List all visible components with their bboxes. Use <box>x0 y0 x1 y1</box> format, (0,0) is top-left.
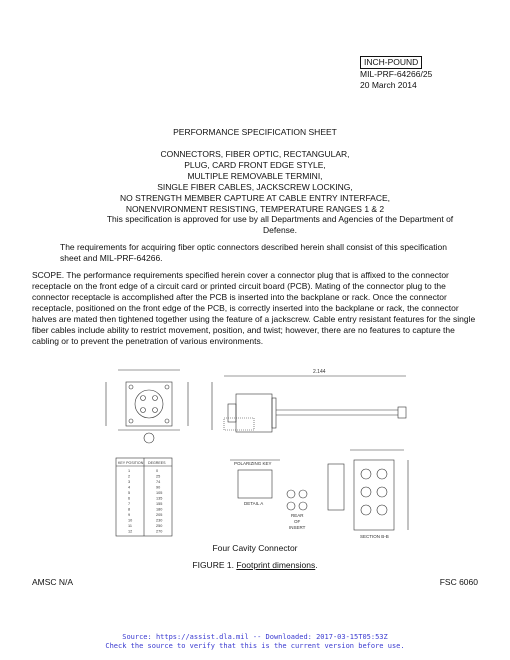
key-table-cell: 4 <box>128 485 131 490</box>
dim-label: 2.144 <box>313 369 326 375</box>
key-table-cell: 7 <box>128 502 131 506</box>
key-table-cell: 105 <box>156 491 163 495</box>
subtitle-line: PLUG, CARD FRONT EDGE STYLE, <box>184 160 326 170</box>
source-line: Source: https://assist.dla.mil -- Downloaded: 2017-03-15T05:53Z <box>122 633 388 641</box>
figure-caption-title: Footprint dimensions <box>236 560 316 570</box>
polarizing-key-label: POLARIZING KEY <box>234 461 272 466</box>
section-label: SECTION B-B <box>360 534 389 539</box>
key-table-cell: 74 <box>156 480 161 484</box>
subtitle-line: NO STRENGTH MEMBER CAPTURE AT CABLE ENTRY INTERFACE, <box>120 193 390 203</box>
key-table-cell: 155 <box>156 502 163 506</box>
key-table-cell: 1 <box>128 469 131 473</box>
key-table-header: DEGREES <box>148 461 166 465</box>
doc-header <box>360 56 432 91</box>
key-table-cell: 25 <box>156 474 161 479</box>
key-table-header: KEY POSITION <box>118 461 144 465</box>
footer-fsc: FSC 6060 <box>439 577 478 587</box>
figure-subcaption: Four Cavity Connector <box>212 543 298 553</box>
subtitle-line: CONNECTORS, FIBER OPTIC, RECTANGULAR, <box>160 149 350 159</box>
rear-insert-label: OF <box>294 519 301 524</box>
key-table-cell: 11 <box>128 524 132 528</box>
figure-drawing <box>88 360 448 540</box>
key-table-cell: 135 <box>156 496 163 501</box>
subtitle-line: NONENVIRONMENT RESISTING, TEMPERATURE RANGES 1 & 2 <box>125 204 385 214</box>
key-table-cell: 8 <box>128 507 131 512</box>
subtitle-line: MULTIPLE REMOVABLE TERMINI, <box>187 171 323 181</box>
key-table-cell: 6 <box>128 496 131 501</box>
subtitle-line: SINGLE FIBER CABLES, JACKSCREW LOCKING, <box>157 182 353 192</box>
key-table-cell: 270 <box>156 529 163 534</box>
source-note <box>0 633 510 651</box>
detail-a-label: DETAIL A <box>244 501 264 506</box>
key-table-cell: 12 <box>128 529 133 534</box>
rear-insert-label: REAR <box>291 513 304 518</box>
key-table-cell: 250 <box>156 524 163 528</box>
key-table-cell: 10 <box>128 518 133 523</box>
page-title: PERFORMANCE SPECIFICATION SHEET <box>173 127 337 137</box>
figure-caption: FIGURE 1. Footprint dimensions. <box>192 560 318 570</box>
doc-number: MIL-PRF-64266/25 <box>360 69 433 79</box>
key-table-cell: 230 <box>156 518 163 523</box>
footer-amsc: AMSC N/A <box>32 577 74 587</box>
source-line: Check the source to verify that this is the current version before use. <box>105 642 405 650</box>
doc-date: 20 March 2014 <box>360 80 417 90</box>
rear-insert-label: INSERT <box>289 525 306 530</box>
inch-pound-badge: INCH-POUND <box>360 56 422 69</box>
requirements-paragraph: The requirements for acquiring fiber optic connectors described herein shall consist of this specification sheet and MIL-PRF-64266. <box>60 242 447 263</box>
key-table-cell: 5 <box>128 491 131 495</box>
key-table-cell: 2 <box>128 474 131 479</box>
key-table-cell: 3 <box>128 480 131 484</box>
key-table-cell: 0 <box>156 469 159 473</box>
scope-paragraph: SCOPE. The performance requirements specified herein cover a connector plug that is affixed to the connector receptacle on the front edge of a circuit card or printed circuit board (PCB). Mating of the connector plug to the connector receptacle is accomplished after the PCB is inserted into the backplane or rack. Once the connector receptacle, positioned on the front edge of the PCB, is correctly inserted into the backplane or rack, the connector halves are mated then tightened together using the feature of a jackscrew. Cable entry resistant features for the single fiber cables include ability to restrict movement, position, and twist; however, there are no features to capture the cabling or to prevent the penetration of various environments. <box>32 270 476 346</box>
key-table-cell: 90 <box>156 485 161 490</box>
key-table-cell: 9 <box>128 513 131 517</box>
key-table-cell: 180 <box>156 507 163 512</box>
connector-drawing <box>88 360 448 540</box>
figure-caption-prefix: FIGURE 1. <box>192 560 234 570</box>
key-table-cell: 205 <box>156 513 163 517</box>
approval-statement: This specification is approved for use by all Departments and Agencies of the Department of Defense. <box>106 214 454 235</box>
subtitle-block <box>40 149 470 215</box>
